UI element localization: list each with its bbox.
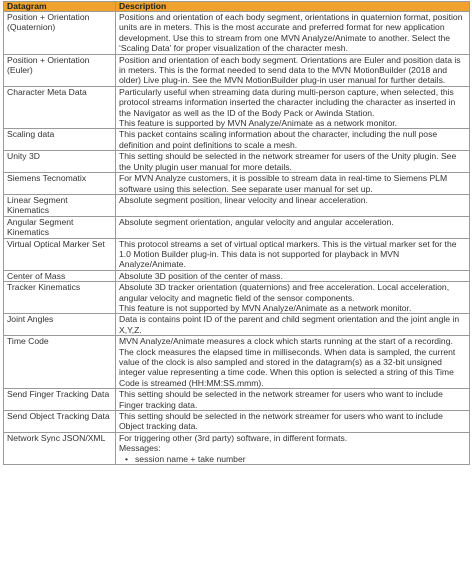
table-row	[4, 432, 470, 464]
table-row	[4, 86, 470, 129]
description-paragraph: This protocol streams a set of virtual optical markers. This is the virtual marker set for the 1.0 Motion Builder plug-in. This data is not supported for playback in MVN Analyze/Animate.	[119, 238, 457, 270]
table-row	[4, 411, 470, 433]
description-paragraph: Positions and orientation of each body segment, orientations in quaternion format, position units are in meters. This is the most accurate and preferred format for new application development. Use this to stream from one MVN Analyze/Animate to another. Select the ‘Scaling Data’ for proper visualization of the character mesh.	[119, 12, 463, 54]
datagram-description	[116, 411, 470, 433]
bullet-text: session name + take number	[135, 453, 246, 464]
datagram-name: Position + Orientation (Euler)	[4, 54, 116, 86]
description-paragraph: For MVN Analyze customers, it is possible to stream data in real-time to Siemens PLM software using this selection. See separate user manual for set up.	[119, 173, 448, 194]
description-bullet	[119, 454, 466, 464]
table-header-row	[4, 2, 470, 12]
datagram-description	[116, 282, 470, 314]
datagram-name: Position + Orientation (Quaternion)	[4, 12, 116, 55]
datagram-table	[3, 1, 470, 465]
table-row	[4, 216, 470, 238]
header-description: Description	[116, 2, 470, 12]
datagram-description	[116, 54, 470, 86]
datagram-name: Tracker Kinematics	[4, 282, 116, 314]
table-row	[4, 173, 470, 195]
description-paragraph: Absolute segment position, linear velocity and linear acceleration.	[119, 194, 368, 205]
datagram-name: Virtual Optical Marker Set	[4, 238, 116, 270]
datagram-name: Angular Segment Kinematics	[4, 216, 116, 238]
description-paragraph: Particularly useful when streaming data during multi-person capture, when selected, this protocol streams information inserted the character including the character as inserted in the Navigator as well as the ID of the Body Pack or Awinda Station.	[119, 86, 456, 118]
description-paragraph: This feature is supported by MVN Analyze/Animate as a network monitor.	[119, 118, 397, 129]
datagram-name: Scaling data	[4, 129, 116, 151]
datagram-name: Siemens Tecnomatix	[4, 173, 116, 195]
table-row	[4, 270, 470, 281]
datagram-description	[116, 238, 470, 270]
description-paragraph: MVN Analyze/Animate measures a clock which starts running at the start of a recording. The clock measures the elapsed time in milliseconds. When data is sampled, the current value of the clock is also sampled and stored in the datagram(s) as a 32-bit unsigned integer value representing a time code. When this option is selected a string of this Time Code is streamed (HH:MM:SS.mmm).	[119, 336, 456, 388]
datagram-description	[116, 432, 470, 464]
datagram-name: Network Sync JSON/XML	[4, 432, 116, 464]
datagram-name: Time Code	[4, 336, 116, 389]
table-row	[4, 336, 470, 389]
table-row	[4, 54, 470, 86]
description-paragraph: This setting should be selected in the network streamer for users who want to include Object tracking data.	[119, 411, 443, 432]
description-paragraph: Messages:	[119, 443, 161, 454]
description-paragraph: This packet contains scaling information about the character, including the null pose definition and point definitions to scale a mesh.	[119, 129, 438, 150]
bullet-dot-icon: •	[125, 453, 129, 464]
datagram-name: Unity 3D	[4, 151, 116, 173]
table-row	[4, 238, 470, 270]
datagram-name: Send Finger Tracking Data	[4, 389, 116, 411]
datagram-description	[116, 86, 470, 129]
datagram-description	[116, 216, 470, 238]
description-paragraph: Data is contains point ID of the parent and child segment orientation and the joint angle in X,Y,Z.	[119, 314, 460, 335]
datagram-name: Character Meta Data	[4, 86, 116, 129]
datagram-name: Send Object Tracking Data	[4, 411, 116, 433]
datagram-description	[116, 12, 470, 55]
header-datagram: Datagram	[4, 2, 116, 12]
table-row	[4, 151, 470, 173]
datagram-name: Joint Angles	[4, 314, 116, 336]
description-paragraph: Position and orientation of each body segment. Orientations are Euler and position data is in meters. This is the format needed to send data to the MVN MotionBuilder (2018 and older) Live plug-in. See the MVN MotionBuilder plug-in user manual for further details.	[119, 54, 461, 86]
description-paragraph: Absolute 3D tracker orientation (quaternions) and free acceleration. Local acceleration, angular velocity and magnetic field of the sensor components.	[119, 282, 450, 303]
table-row	[4, 129, 470, 151]
table-row	[4, 194, 470, 216]
table-body	[4, 12, 470, 465]
datagram-description	[116, 389, 470, 411]
datagram-name: Linear Segment Kinematics	[4, 194, 116, 216]
description-paragraph: Absolute segment orientation, angular velocity and angular acceleration.	[119, 216, 394, 227]
datagram-description	[116, 270, 470, 281]
datagram-description	[116, 336, 470, 389]
table-row	[4, 282, 470, 314]
datagram-name: Center of Mass	[4, 270, 116, 281]
datagram-description	[116, 194, 470, 216]
description-paragraph: This setting should be selected in the network streamer for users of the Unity plugin. See the Unity plugin user manual for more details.	[119, 151, 457, 172]
datagram-description	[116, 173, 470, 195]
datagram-description	[116, 151, 470, 173]
table-row	[4, 314, 470, 336]
description-paragraph: Absolute 3D position of the center of mass.	[119, 270, 283, 281]
datagram-description	[116, 314, 470, 336]
description-paragraph: This feature is not supported by MVN Analyze/Animate as a network monitor.	[119, 302, 412, 313]
table-row	[4, 12, 470, 55]
table-row	[4, 389, 470, 411]
description-paragraph: For triggering other (3rd party) software, in different formats.	[119, 432, 348, 443]
datagram-description	[116, 129, 470, 151]
description-paragraph: This setting should be selected in the network streamer for users who want to include Finger tracking data.	[119, 389, 443, 410]
